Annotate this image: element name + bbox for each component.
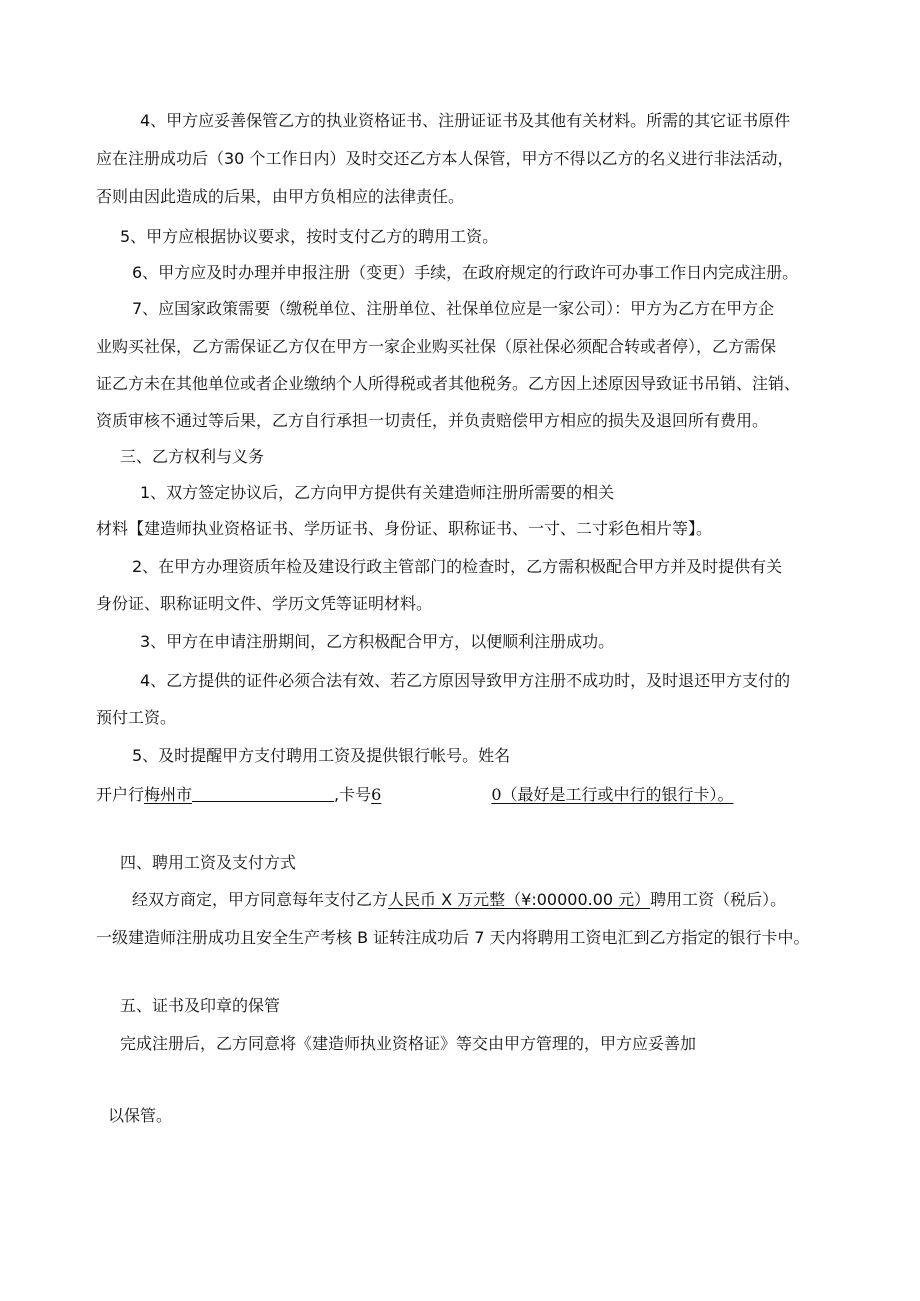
salary-post: 聘用工资（税后）。 — [650, 890, 787, 909]
card-start: 6 — [371, 785, 382, 804]
custody-line2: 以保管。 — [108, 1106, 173, 1125]
card-label: ,卡号 — [334, 785, 372, 804]
card-note: （最好是工行或中行的银行卡）。 — [501, 785, 734, 804]
bank-prefix: 开户行 — [96, 785, 145, 804]
section5-heading: 五、证书及印章的保管 — [120, 996, 281, 1015]
salary-line2: 一级建造师注册成功且安全生产考核 B 证转注成功后 7 天内将聘用工资电汇到乙方指定的银行卡中。 — [96, 928, 810, 947]
b-item3: 3、甲方在申请注册期间，乙方积极配合甲方，以便顺利注册成功。 — [140, 632, 615, 651]
b-item2-line2: 身份证、职称证明文件、学历文凭等证明材料。 — [96, 594, 433, 613]
a-item7-line1: 7、应国家政策需要（缴税单位、注册单位、社保单位应是一家公司）：甲方为乙方在甲方企 — [132, 299, 775, 318]
b-item4-line2: 预付工资。 — [96, 708, 177, 727]
bank-name-field: 梅州市 — [144, 785, 193, 804]
custody-line1: 完成注册后，乙方同意将《建造师执业资格证》等交由甲方管理的，甲方应妥善加 — [120, 1034, 697, 1053]
a-item6: 6、甲方应及时办理并申报注册（变更）手续，在政府规定的行政许可办事工作日内完成注册。 — [132, 263, 799, 282]
a-item4-line3: 否则由因此造成的后果，由甲方负相应的法律责任。 — [96, 187, 465, 206]
b-item1-line1: 1、双方签定协议后，乙方向甲方提供有关建造师注册所需要的相关 — [140, 483, 615, 502]
section3-heading: 三、乙方权利与义务 — [120, 447, 265, 466]
a-item7-line4: 资质审核不通过等后果，乙方自行承担一切责任，并负责赔偿甲方相应的损失及退回所有费用。 — [96, 411, 769, 430]
salary-pre: 经双方商定，甲方同意每年支付乙方 — [132, 890, 389, 909]
a-item7-line3: 证乙方未在其他单位或者企业缴纳个人所得税或者其他税务。乙方因上述原因导致证书吊销、注销、 — [96, 374, 801, 393]
bank-branch-blank — [192, 783, 334, 802]
a-item4-line1: 4、甲方应妥善保管乙方的执业资格证书、注册证证书及其他有关材料。所需的其它证书原件 — [140, 111, 791, 130]
a-item5: 5、甲方应根据协议要求，按时支付乙方的聘用工资。 — [120, 227, 499, 246]
salary-amount: 人民币 X 万元整（¥:00000.00 元） — [388, 890, 651, 909]
b-item2-line1: 2、在甲方办理资质年检及建设行政主管部门的检查时，乙方需积极配合甲方并及时提供有关 — [132, 557, 783, 576]
section4-heading: 四、聘用工资及支付方式 — [120, 853, 297, 872]
salary-line1 — [132, 889, 786, 911]
a-item7-line2: 业购买社保，乙方需保证乙方仅在甲方一家企业购买社保（原社保必须配合转或者停），乙方需保 — [96, 337, 777, 356]
b-item5-line1: 5、及时提醒甲方支付聘用工资及提供银行帐号。姓名 — [132, 746, 511, 765]
bank-account-line — [96, 783, 734, 806]
a-item4-line2: 应在注册成功后（30 个工作日内）及时交还乙方本人保管，甲方不得以乙方的名义进行非法活动， — [96, 149, 794, 168]
card-number-field — [371, 785, 733, 804]
b-item1-line2: 材料【建造师执业资格证书、学历证书、身份证、职称证书、一寸、二寸彩色相片等】。 — [96, 519, 713, 538]
card-end: 0 — [491, 785, 502, 804]
b-item4-line1: 4、乙方提供的证件必须合法有效、若乙方原因导致甲方注册不成功时，及时退还甲方支付的 — [140, 671, 791, 690]
